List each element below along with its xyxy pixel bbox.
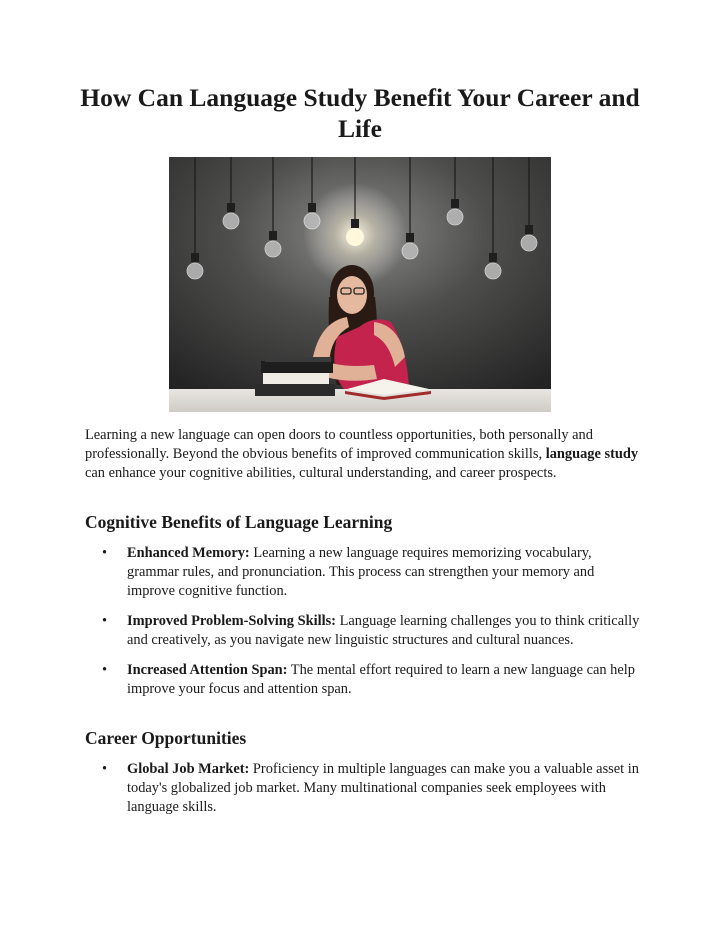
intro-text-start: Learning a new language can open doors to countless opportunities, both personally and professionally. Beyond the obvious benefits of improved communication skills, [85, 427, 593, 462]
page-title: How Can Language Study Benefit Your Career and Life [80, 83, 640, 143]
list-item-term: Improved Problem-Solving Skills: [127, 613, 336, 629]
list-item-text: Language learning challenges you to think critically and creatively, as you navigate new linguistic structures and cultural nuances. [127, 613, 640, 648]
list-item-text: Learning a new language requires memorizing vocabulary, grammar rules, and pronunciation. This process can strengthen your memory and improve cognitive function. [127, 545, 595, 599]
list-item-global-job-market [85, 760, 645, 817]
intro-paragraph [85, 426, 645, 483]
list-item-term: Increased Attention Span: [127, 662, 288, 678]
list-item-attention-span [85, 661, 645, 699]
cognitive-benefits-list [85, 544, 645, 699]
section-heading-career: Career Opportunities [85, 728, 247, 748]
list-item-term: Global Job Market: [127, 761, 250, 777]
career-opportunities-list [85, 760, 645, 817]
section-heading-cognitive: Cognitive Benefits of Language Learning [85, 512, 393, 532]
list-item-text: The mental effort required to learn a new language can help improve your focus and attention span. [127, 662, 635, 697]
intro-bold-phrase: language study [545, 446, 639, 462]
bullet-icon: • [102, 761, 108, 777]
hero-image [169, 157, 551, 412]
list-item-text: Proficiency in multiple languages can make you a valuable asset in today's globalized job market. Many multinational companies seek employees with language skills. [127, 761, 639, 815]
bullet-icon: • [102, 613, 108, 629]
list-item-term: Enhanced Memory: [127, 545, 250, 561]
bullet-icon: • [102, 545, 108, 561]
bullet-icon: • [102, 662, 108, 678]
woman-under-lightbulbs-illustration [169, 157, 551, 412]
intro-text-end: can enhance your cognitive abilities, cultural understanding, and career prospects. [85, 465, 557, 481]
list-item-problem-solving [85, 612, 645, 650]
list-item-enhanced-memory [85, 544, 645, 601]
